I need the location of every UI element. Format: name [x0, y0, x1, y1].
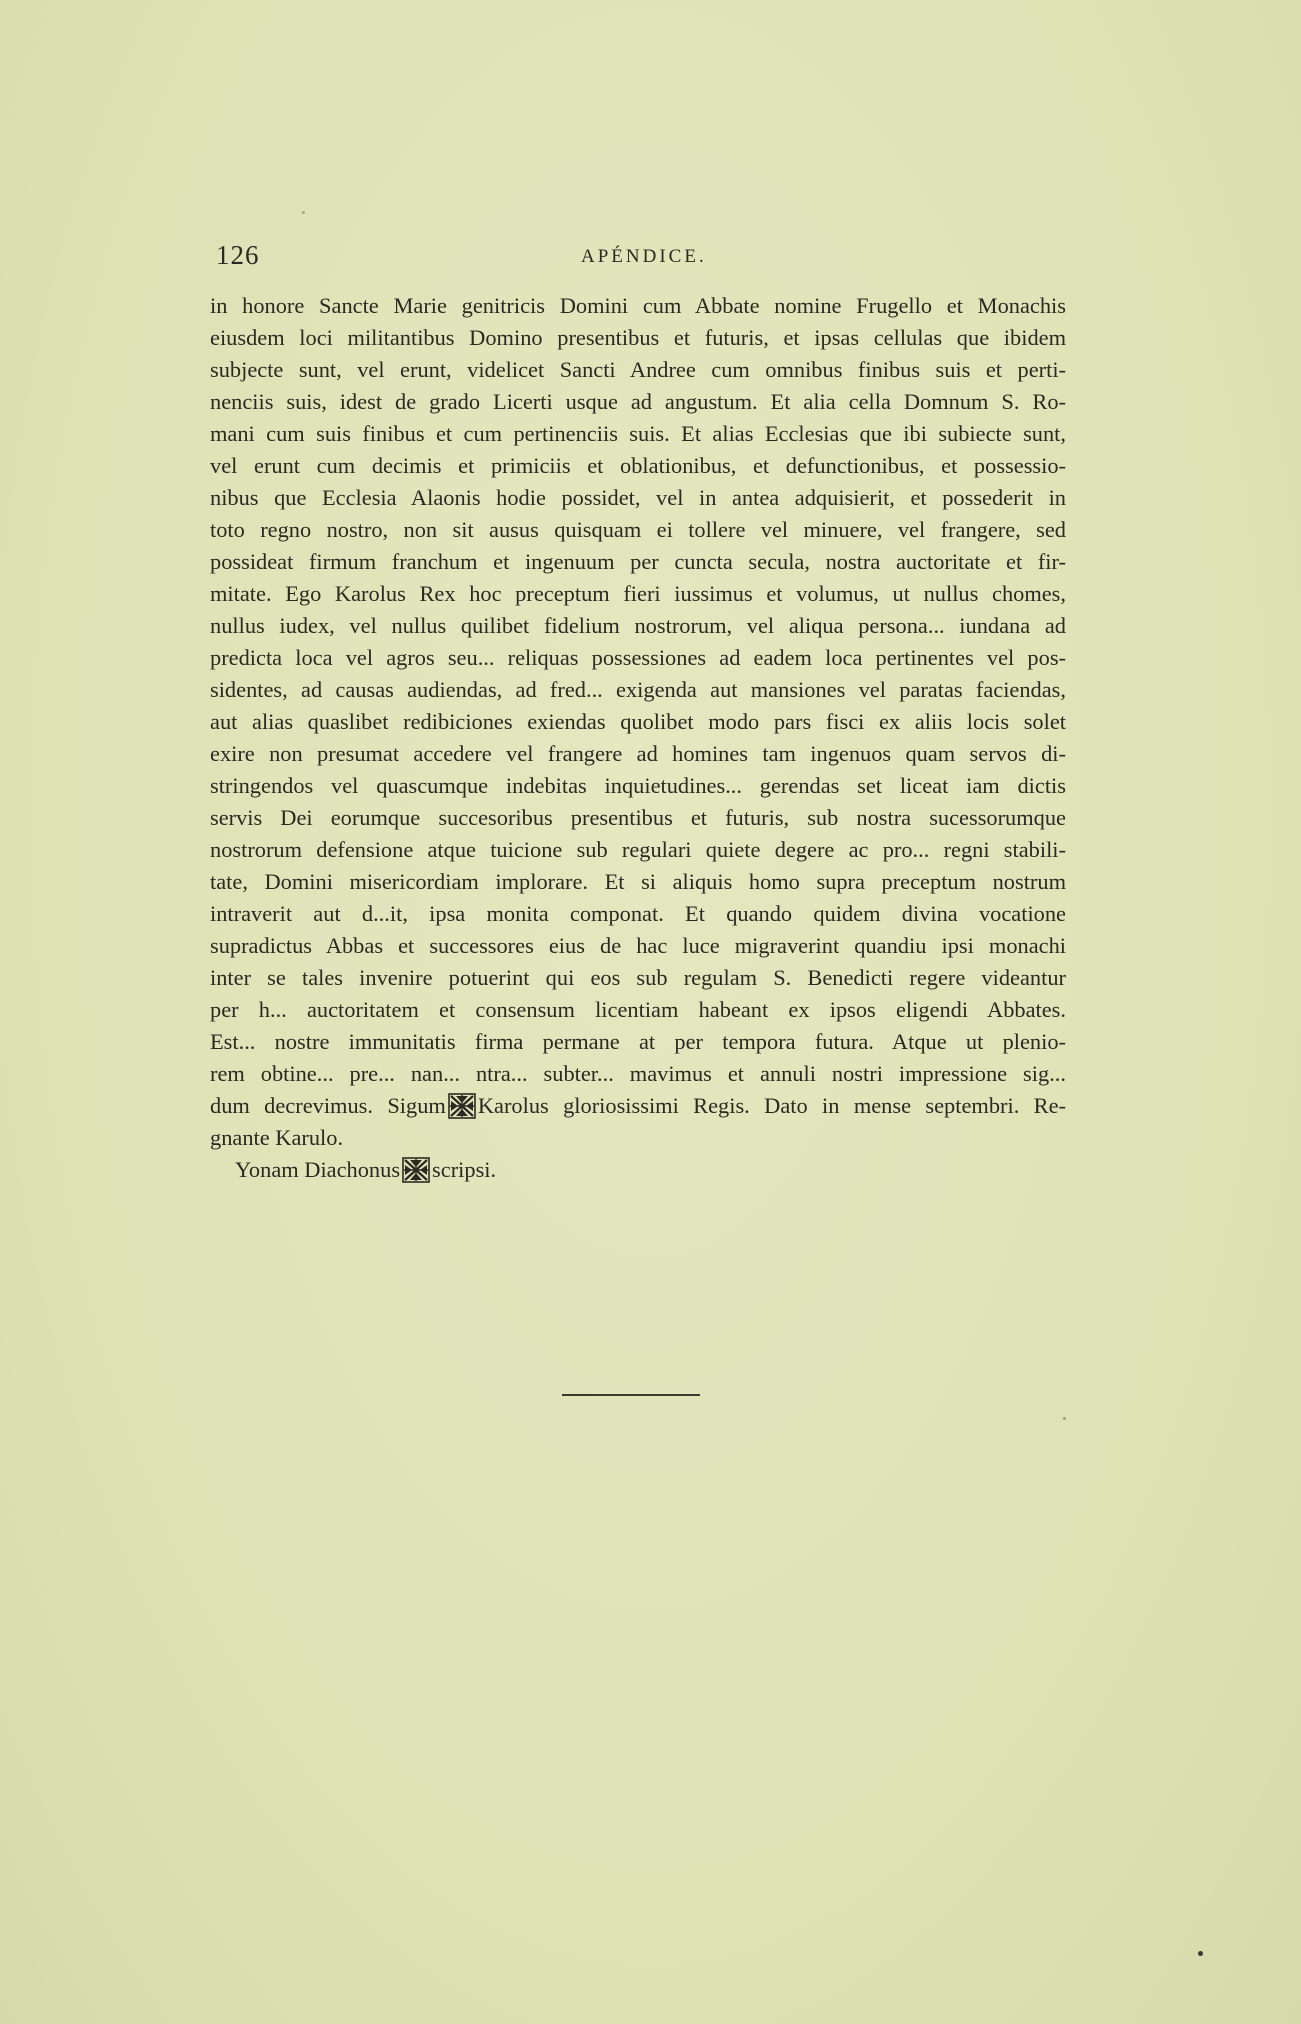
cross-monogram-icon [402, 1157, 430, 1183]
text-line: mani cum suis finibus et cum pertinenciis suis. Et alias Ecclesias que ibi subiecte sunt, [210, 421, 1066, 446]
text-line: possideat firmum franchum et ingenuum per cuncta secula, nostra auctoritate et fir- [210, 549, 1066, 574]
paper-speck [302, 211, 305, 214]
text-line: aut alias quaslibet redibiciones exiendas quolibet modo pars fisci ex aliis locis solet [210, 709, 1066, 734]
text-line: nibus que Ecclesia Alaonis hodie possidet, vel in antea adquisierit, et possederit in [210, 485, 1066, 510]
text-line: gnante Karulo. [210, 1125, 344, 1150]
body-text [210, 290, 1066, 1186]
running-head: APÉNDICE. [581, 246, 707, 267]
text-line: vel erunt cum decimis et primiciis et oblationibus, et defunctionibus, et possessio- [210, 453, 1066, 478]
signature-text-before: Yonam Diachonus [235, 1157, 401, 1182]
text-line: supradictus Abbas et successores eius de hac luce migraverint quandiu ipsi monachi [210, 933, 1066, 958]
text-line: eiusdem loci militantibus Domino presentibus et futuris, et ipsas cellulas que ibidem [210, 325, 1066, 350]
text-line: exire non presumat accedere vel frangere ad homines tam ingenuos quam servos di- [210, 741, 1066, 766]
text-line: subjecte sunt, vel erunt, videlicet Sancti Andree cum omnibus finibus suis et perti- [210, 357, 1066, 382]
paper-speck [1063, 1417, 1066, 1420]
text-line: nenciis suis, idest de grado Licerti usque ad angustum. Et alia cella Domnum S. Ro- [210, 389, 1066, 414]
page-header [216, 240, 1066, 280]
closing-rule [562, 1394, 700, 1396]
text-line: inter se tales invenire potuerint qui eos sub regulam S. Benedicti regere videantur [210, 965, 1066, 990]
text-line: per h... auctoritatem et consensum licentiam habeant ex ipsos eligendi Abbates. [210, 997, 1066, 1022]
text-line-sign [210, 1090, 1066, 1122]
cross-monogram-icon [448, 1093, 476, 1119]
text-line: tate, Domini misericordiam implorare. Et si aliquis homo supra preceptum nostrum [210, 869, 1066, 894]
text-line: Est... nostre immunitatis firma permane at per tempora futura. Atque ut plenio- [210, 1029, 1066, 1054]
page-number: 126 [216, 240, 260, 270]
text-line: stringendos vel quascumque indebitas inquietudines... gerendas set liceat iam dictis [210, 773, 1066, 798]
text-line: sidentes, ad causas audiendas, ad fred... exigenda aut mansiones vel paratas faciendas, [210, 677, 1066, 702]
text-line: rem obtine... pre... nan... ntra... subter... mavimus et annuli nostri impressione sig... [210, 1061, 1066, 1086]
signature-line [210, 1154, 1066, 1186]
text-line: nostrorum defensione atque tuicione sub regulari quiete degere ac pro... regni stabili- [210, 837, 1066, 862]
signature-text-after: scripsi. [432, 1157, 497, 1182]
sign-text-before: dum decrevimus. Sigum [210, 1093, 446, 1118]
text-line: toto regno nostro, non sit ausus quisquam ei tollere vel minuere, vel frangere, sed [210, 517, 1066, 542]
text-line: predicta loca vel agros seu... reliquas possessiones ad eadem loca pertinentes vel pos- [210, 645, 1066, 670]
text-line: intraverit aut d...it, ipsa monita componat. Et quando quidem divina vocatione [210, 901, 1066, 926]
text-line: nullus iudex, vel nullus quilibet fidelium nostrorum, vel aliqua persona... iundana ad [210, 613, 1066, 638]
text-line: servis Dei eorumque succesoribus presentibus et futuris, sub nostra sucessorumque [210, 805, 1066, 830]
text-line: mitate. Ego Karolus Rex hoc preceptum fieri iussimus et volumus, ut nullus chomes, [210, 581, 1066, 606]
paper-speck [1198, 1951, 1203, 1956]
text-line: in honore Sancte Marie genitricis Domini cum Abbate nomine Frugello et Monachis [210, 293, 1066, 318]
sign-text-after: Karolus gloriosissimi Regis. Dato in mense septembri. Re- [477, 1093, 1066, 1118]
